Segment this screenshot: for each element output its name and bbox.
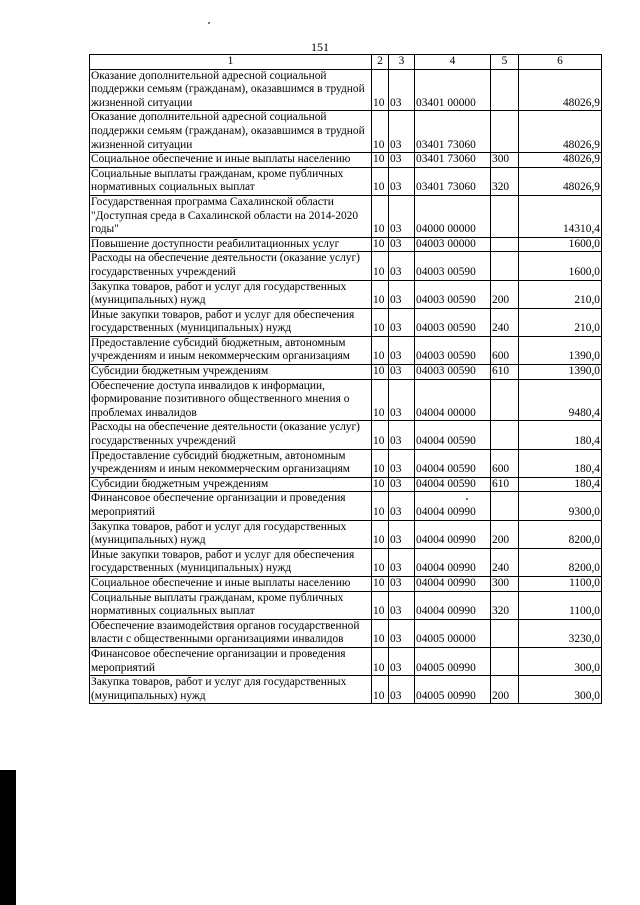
cell-subsection: 03	[389, 195, 415, 237]
cell-subsection: 03	[389, 619, 415, 647]
cell-expense-type	[491, 492, 519, 520]
cell-section: 10	[372, 280, 389, 308]
cell-section: 10	[372, 167, 389, 195]
cell-subsection: 03	[389, 520, 415, 548]
cell-amount: 1390,0	[519, 336, 602, 364]
cell-name: Обеспечение взаимодействия органов государственной власти с общественными организациями инвалидов	[90, 619, 372, 647]
cell-name: Закупка товаров, работ и услуг для государственных (муниципальных) нужд	[90, 280, 372, 308]
cell-subsection: 03	[389, 308, 415, 336]
cell-section: 10	[372, 336, 389, 364]
cell-section: 10	[372, 619, 389, 647]
cell-amount: 3230,0	[519, 619, 602, 647]
cell-target-article: 04004 00990	[415, 591, 491, 619]
cell-amount: 8200,0	[519, 548, 602, 576]
cell-name: Иные закупки товаров, работ и услуг для обеспечения государственных (муниципальных) нужд	[90, 548, 372, 576]
cell-amount: 300,0	[519, 647, 602, 675]
cell-target-article: 04003 00590	[415, 365, 491, 380]
cell-expense-type	[491, 421, 519, 449]
cell-name: Субсидии бюджетным учреждениям	[90, 365, 372, 380]
cell-section: 10	[372, 308, 389, 336]
cell-subsection: 03	[389, 167, 415, 195]
cell-expense-type: 240	[491, 548, 519, 576]
cell-subsection: 03	[389, 237, 415, 252]
scan-edge-mark	[0, 770, 16, 905]
table-row	[90, 477, 602, 492]
table-row	[90, 237, 602, 252]
cell-section: 10	[372, 548, 389, 576]
cell-section: 10	[372, 153, 389, 168]
header-col-5: 5	[491, 55, 519, 70]
scan-dot	[208, 22, 210, 24]
cell-name: Предоставление субсидий бюджетным, автономным учреждениям и иным некоммерческим организациям	[90, 336, 372, 364]
cell-subsection: 03	[389, 576, 415, 591]
cell-target-article: 04003 00000	[415, 237, 491, 252]
cell-expense-type: 200	[491, 520, 519, 548]
cell-target-article: 04004 00590	[415, 477, 491, 492]
table-row	[90, 591, 602, 619]
cell-section: 10	[372, 576, 389, 591]
cell-amount: 48026,9	[519, 167, 602, 195]
cell-section: 10	[372, 379, 389, 421]
cell-target-article: 04003 00590	[415, 308, 491, 336]
cell-expense-type	[491, 237, 519, 252]
cell-expense-type: 600	[491, 336, 519, 364]
table-row	[90, 111, 602, 153]
cell-name: Финансовое обеспечение организации и проведения мероприятий	[90, 647, 372, 675]
table-row	[90, 421, 602, 449]
table-row	[90, 619, 602, 647]
cell-expense-type	[491, 379, 519, 421]
cell-amount: 9480,4	[519, 379, 602, 421]
header-col-1: 1	[90, 55, 372, 70]
cell-amount: 180,4	[519, 477, 602, 492]
cell-expense-type	[491, 252, 519, 280]
cell-subsection: 03	[389, 336, 415, 364]
cell-expense-type: 200	[491, 280, 519, 308]
cell-name: Оказание дополнительной адресной социальной поддержки семьям (гражданам), оказавшимся в трудной жизненной ситуации	[90, 69, 372, 111]
cell-name: Повышение доступности реабилитационных услуг	[90, 237, 372, 252]
cell-name: Обеспечение доступа инвалидов к информации, формирование позитивного общественного мнения о проблемах инвалидов	[90, 379, 372, 421]
cell-target-article: 04004 00590	[415, 421, 491, 449]
cell-name: Оказание дополнительной адресной социальной поддержки семьям (гражданам), оказавшимся в трудной жизненной ситуации	[90, 111, 372, 153]
cell-subsection: 03	[389, 69, 415, 111]
table-body	[90, 69, 602, 704]
cell-amount: 48026,9	[519, 69, 602, 111]
cell-name: Социальные выплаты гражданам, кроме публичных нормативных социальных выплат	[90, 591, 372, 619]
cell-name: Социальное обеспечение и иные выплаты населению	[90, 153, 372, 168]
cell-name: Расходы на обеспечение деятельности (оказание услуг) государственных учреждений	[90, 421, 372, 449]
cell-expense-type: 610	[491, 365, 519, 380]
cell-target-article: 04003 00590	[415, 336, 491, 364]
cell-section: 10	[372, 365, 389, 380]
table-row	[90, 69, 602, 111]
cell-section: 10	[372, 421, 389, 449]
cell-subsection: 03	[389, 548, 415, 576]
cell-name: Закупка товаров, работ и услуг для государственных (муниципальных) нужд	[90, 520, 372, 548]
table-row	[90, 520, 602, 548]
cell-expense-type: 320	[491, 591, 519, 619]
cell-amount: 1390,0	[519, 365, 602, 380]
cell-amount: 14310,4	[519, 195, 602, 237]
table-row	[90, 576, 602, 591]
cell-section: 10	[372, 252, 389, 280]
table-row	[90, 252, 602, 280]
cell-section: 10	[372, 449, 389, 477]
cell-expense-type: 200	[491, 676, 519, 704]
cell-subsection: 03	[389, 153, 415, 168]
cell-section: 10	[372, 492, 389, 520]
cell-expense-type	[491, 195, 519, 237]
cell-target-article: 03401 73060	[415, 111, 491, 153]
cell-amount: 48026,9	[519, 153, 602, 168]
cell-amount: 9300,0	[519, 492, 602, 520]
cell-target-article: 04004 00590	[415, 449, 491, 477]
cell-target-article: 04004 00990	[415, 576, 491, 591]
cell-subsection: 03	[389, 252, 415, 280]
table-row	[90, 449, 602, 477]
table-row	[90, 647, 602, 675]
cell-amount: 210,0	[519, 308, 602, 336]
cell-expense-type	[491, 647, 519, 675]
table-row	[90, 153, 602, 168]
cell-section: 10	[372, 195, 389, 237]
cell-target-article: 04003 00590	[415, 280, 491, 308]
cell-name: Закупка товаров, работ и услуг для государственных (муниципальных) нужд	[90, 676, 372, 704]
cell-target-article: 04000 00000	[415, 195, 491, 237]
cell-name: Государственная программа Сахалинской области "Доступная среда в Сахалинской области на 2014-2020 годы"	[90, 195, 372, 237]
cell-expense-type: 610	[491, 477, 519, 492]
table-row	[90, 336, 602, 364]
cell-section: 10	[372, 591, 389, 619]
cell-name: Финансовое обеспечение организации и проведения мероприятий	[90, 492, 372, 520]
table-row	[90, 167, 602, 195]
header-col-3: 3	[389, 55, 415, 70]
cell-target-article: 04004 00990	[415, 548, 491, 576]
cell-amount: 1600,0	[519, 252, 602, 280]
cell-target-article: 04005 00990	[415, 676, 491, 704]
table-row	[90, 492, 602, 520]
cell-target-article: 04004 00990	[415, 520, 491, 548]
cell-target-article: 04005 00000	[415, 619, 491, 647]
cell-name: Расходы на обеспечение деятельности (оказание услуг) государственных учреждений	[90, 252, 372, 280]
cell-subsection: 03	[389, 591, 415, 619]
cell-expense-type: 300	[491, 153, 519, 168]
cell-amount: 180,4	[519, 449, 602, 477]
budget-table	[89, 54, 602, 704]
cell-name: Социальное обеспечение и иные выплаты населению	[90, 576, 372, 591]
cell-amount: 8200,0	[519, 520, 602, 548]
cell-target-article: 04003 00590	[415, 252, 491, 280]
page-number: 151	[311, 40, 329, 54]
cell-amount: 300,0	[519, 676, 602, 704]
cell-expense-type	[491, 111, 519, 153]
cell-section: 10	[372, 111, 389, 153]
cell-subsection: 03	[389, 477, 415, 492]
table-row	[90, 676, 602, 704]
cell-name: Субсидии бюджетным учреждениям	[90, 477, 372, 492]
table-row	[90, 548, 602, 576]
cell-amount: 1600,0	[519, 237, 602, 252]
table-row	[90, 195, 602, 237]
cell-name: Социальные выплаты гражданам, кроме публичных нормативных социальных выплат	[90, 167, 372, 195]
cell-subsection: 03	[389, 449, 415, 477]
cell-section: 10	[372, 647, 389, 675]
cell-name: Иные закупки товаров, работ и услуг для обеспечения государственных (муниципальных) нужд	[90, 308, 372, 336]
cell-expense-type: 240	[491, 308, 519, 336]
table-row	[90, 379, 602, 421]
cell-expense-type: 300	[491, 576, 519, 591]
scan-dot	[466, 498, 468, 500]
cell-amount: 1100,0	[519, 591, 602, 619]
header-col-4: 4	[415, 55, 491, 70]
cell-amount: 180,4	[519, 421, 602, 449]
cell-subsection: 03	[389, 492, 415, 520]
table-row	[90, 308, 602, 336]
cell-section: 10	[372, 676, 389, 704]
cell-target-article: 03401 73060	[415, 153, 491, 168]
cell-section: 10	[372, 520, 389, 548]
cell-expense-type	[491, 619, 519, 647]
cell-target-article: 04004 00990	[415, 492, 491, 520]
cell-target-article: 03401 73060	[415, 167, 491, 195]
table-row	[90, 280, 602, 308]
cell-expense-type	[491, 69, 519, 111]
header-col-6: 6	[519, 55, 602, 70]
header-row	[90, 55, 602, 70]
cell-amount: 1100,0	[519, 576, 602, 591]
cell-target-article: 04005 00990	[415, 647, 491, 675]
cell-expense-type: 600	[491, 449, 519, 477]
table-row	[90, 365, 602, 380]
cell-target-article: 04004 00000	[415, 379, 491, 421]
header-col-2: 2	[372, 55, 389, 70]
cell-amount: 210,0	[519, 280, 602, 308]
cell-subsection: 03	[389, 421, 415, 449]
cell-subsection: 03	[389, 111, 415, 153]
cell-subsection: 03	[389, 280, 415, 308]
cell-subsection: 03	[389, 647, 415, 675]
cell-section: 10	[372, 69, 389, 111]
cell-section: 10	[372, 477, 389, 492]
cell-target-article: 03401 00000	[415, 69, 491, 111]
cell-subsection: 03	[389, 365, 415, 380]
cell-subsection: 03	[389, 676, 415, 704]
cell-subsection: 03	[389, 379, 415, 421]
cell-expense-type: 320	[491, 167, 519, 195]
cell-name: Предоставление субсидий бюджетным, автономным учреждениям и иным некоммерческим организациям	[90, 449, 372, 477]
cell-section: 10	[372, 237, 389, 252]
cell-amount: 48026,9	[519, 111, 602, 153]
